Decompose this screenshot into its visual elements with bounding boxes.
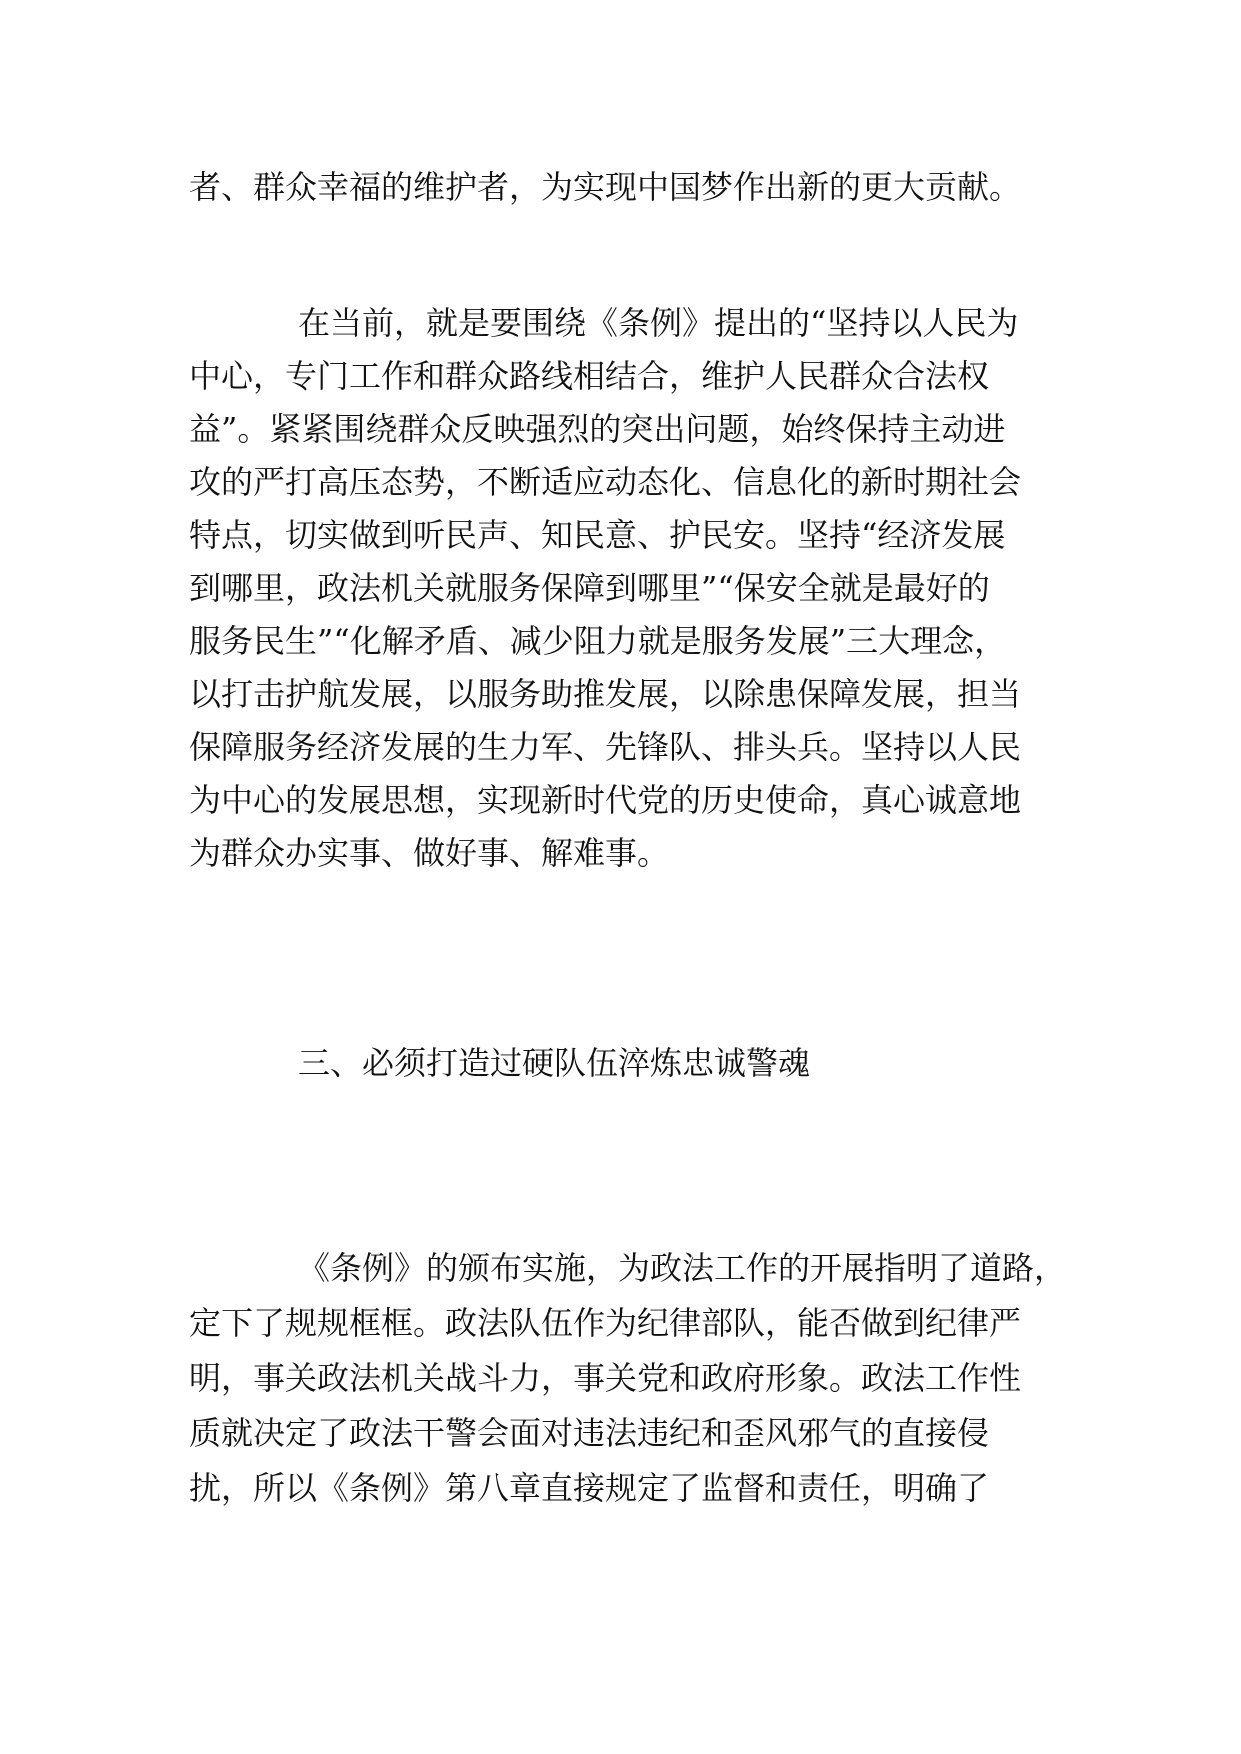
paragraph-1-line: 特点，切实做到听民声、知民意、护民安。坚持“经济发展	[189, 516, 1006, 554]
paragraph-1-line: 服务民生”“化解矛盾、减少阻力就是服务发展”三大理念，	[189, 622, 1007, 660]
paragraph-1-line: 到哪里，政法机关就服务保障到哪里”“保安全就是最好的	[189, 569, 990, 607]
paragraph-2-line: 定下了规规框框。政法队伍作为纪律部队，能否做到纪律严	[189, 1304, 1022, 1342]
paragraph-1-line: 为群众办实事、做好事、解难事。	[189, 834, 670, 872]
paragraph-1-line: 益”。紧紧围绕群众反映强烈的突出问题，始终保持主动进	[189, 410, 1006, 448]
paragraph-1-line: 中心，专门工作和群众路线相结合，维护人民群众合法权	[189, 357, 990, 395]
paragraph-2-line: 《条例》的颁布实施，为政法工作的开展指明了道路，	[298, 1249, 1067, 1287]
paragraph-1-line: 保障服务经济发展的生力军、先锋队、排头兵。坚持以人民	[189, 728, 1022, 766]
paragraph-1-line: 为中心的发展思想，实现新时代党的历史使命，真心诚意地	[189, 781, 1022, 819]
section-heading: 三、必须打造过硬队伍淬炼忠诚警魂	[298, 1044, 811, 1082]
paragraph-1-line: 以打击护航发展，以服务助推发展，以除患保障发展，担当	[189, 675, 1022, 713]
continuation-line: 者、群众幸福的维护者，为实现中国梦作出新的更大贡献。	[189, 168, 1022, 206]
paragraph-1-line: 攻的严打高压态势，不断适应动态化、信息化的新时期社会	[189, 463, 1022, 501]
paragraph-2-line: 质就决定了政法干警会面对违法违纪和歪风邪气的直接侵	[189, 1414, 990, 1452]
paragraph-2-line: 明，事关政法机关战斗力，事关党和政府形象。政法工作性	[189, 1359, 1022, 1397]
paragraph-2-line: 扰，所以《条例》第八章直接规定了监督和责任，明确了	[189, 1469, 990, 1507]
paragraph-1-line: 在当前，就是要围绕《条例》提出的“坚持以人民为	[298, 304, 1019, 342]
